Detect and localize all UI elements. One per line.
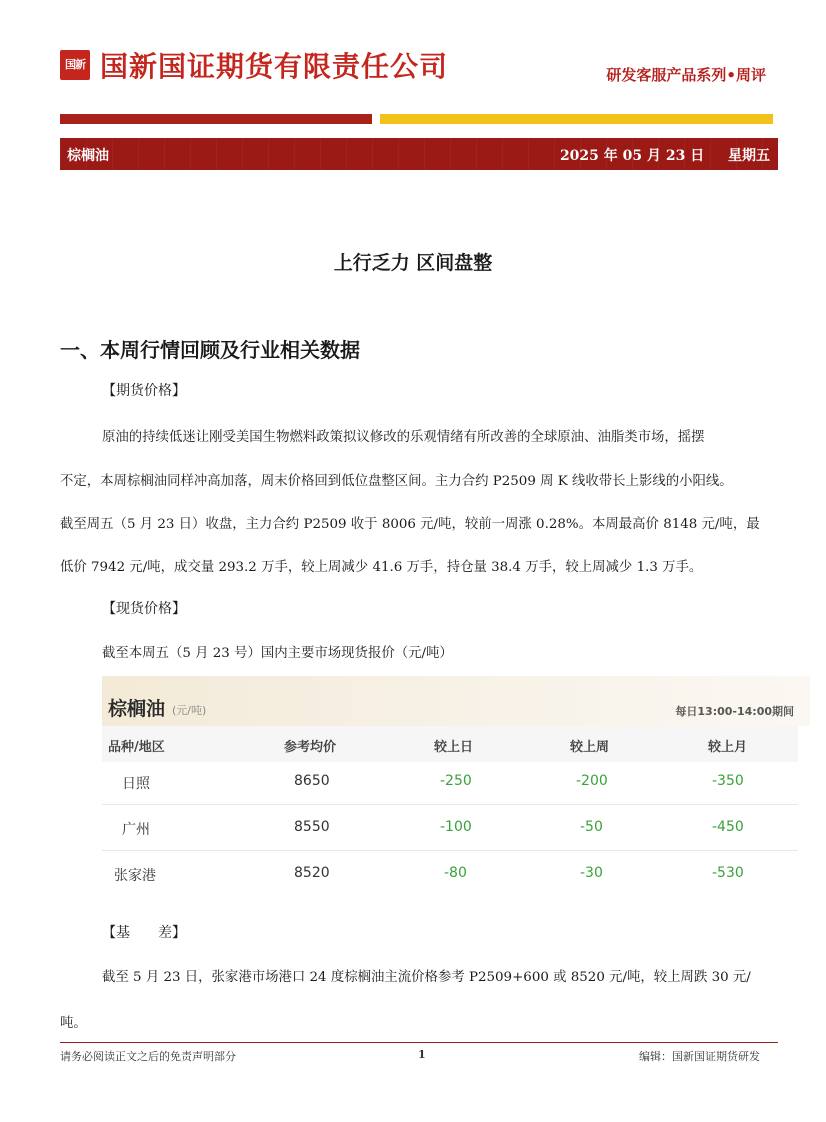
table-row <box>102 850 798 896</box>
cell-region: 张家港 <box>114 868 156 884</box>
cell-vs-month: -530 <box>712 865 744 881</box>
table-title: 棕榈油 <box>108 698 166 720</box>
futures-line-2: 不定，本周棕榈油同样冲高加落，周末价格回到低位盘整区间。主力合约 P2509 周 K 线收带长上影线的小阳线。 <box>60 474 733 489</box>
footer-disclaimer: 请务必阅读正文之后的免责声明部分 <box>60 1050 236 1063</box>
cell-vs-day: -80 <box>444 865 467 881</box>
cell-vs-month: -450 <box>712 819 744 835</box>
col-head-region: 品种/地区 <box>108 740 165 755</box>
banner-date-text: 2025 年 05 月 23 日 <box>559 148 705 164</box>
basis-label: 【基 差】 <box>102 925 186 941</box>
document-title: 上行乏力 区间盘整 <box>333 252 493 274</box>
banner-weekday: 星期五 <box>728 148 770 164</box>
header-stripe-red <box>60 114 372 124</box>
spot-intro: 截至本周五（5 月 23 号）国内主要市场现货报价（元/吨） <box>102 646 453 661</box>
table-column-headers <box>102 726 798 762</box>
company-logo <box>60 50 90 80</box>
cell-vs-week: -50 <box>580 819 603 835</box>
futures-line-3: 截至周五（5 月 23 日）收盘，主力合约 P2509 收于 8006 元/吨，较前一周涨 0.28%。本周最高价 8148 元/吨，最 <box>60 517 760 532</box>
page-number: 1 <box>418 1048 426 1061</box>
cell-avg-price: 8550 <box>294 819 330 835</box>
banner-date <box>560 145 770 165</box>
footer-rule <box>60 1042 778 1043</box>
banner-commodity: 棕榈油 <box>67 148 109 164</box>
cell-vs-day: -250 <box>440 773 472 789</box>
col-head-vs-week: 较上周 <box>570 740 610 755</box>
futures-label: 【期货价格】 <box>102 383 186 399</box>
table-time-note: 每日13:00-14:00期间 <box>675 705 794 718</box>
cell-region: 日照 <box>122 776 150 792</box>
basis-line-2: 吨。 <box>60 1016 87 1031</box>
spot-label: 【现货价格】 <box>102 601 186 617</box>
table-row <box>102 804 798 851</box>
futures-line-4: 低价 7942 元/吨，成交量 293.2 万手，较上周减少 41.6 万手，持仓量 38.4 万手，较上周减少 1.3 万手。 <box>60 560 703 575</box>
company-name: 国新国证期货有限责任公司 <box>100 50 449 83</box>
section-heading: 一、本周行情回顾及行业相关数据 <box>60 338 360 362</box>
logo-text: 国新 <box>65 58 85 71</box>
header-stripe-gap <box>372 114 378 124</box>
col-head-vs-day: 较上日 <box>434 740 474 755</box>
cell-vs-day: -100 <box>440 819 472 835</box>
cell-avg-price: 8650 <box>294 773 330 789</box>
cell-vs-week: -200 <box>576 773 608 789</box>
footer-editor: 编辑：国新国证期货研发 <box>639 1050 760 1063</box>
table-row <box>102 758 798 805</box>
series-label: 研发客服产品系列•周评 <box>606 66 766 84</box>
col-head-vs-month: 较上月 <box>708 740 748 755</box>
cell-vs-month: -350 <box>712 773 744 789</box>
col-head-avg-price: 参考均价 <box>284 740 337 755</box>
cell-region: 广州 <box>122 822 150 838</box>
futures-line-1: 原油的持续低迷让刚受美国生物燃料政策拟议修改的乐观情绪有所改善的全球原油、油脂类市场，摇摆 <box>102 430 705 445</box>
header-stripe-yellow <box>380 114 773 124</box>
spot-price-table <box>102 676 810 906</box>
cell-avg-price: 8520 <box>294 865 330 881</box>
table-unit: (元/吨) <box>172 704 207 717</box>
basis-line-1: 截至 5 月 23 日，张家港市场港口 24 度棕榈油主流价格参考 P2509+600 或 8520 元/吨，较上周跌 30 元/ <box>102 970 751 985</box>
cell-vs-week: -30 <box>580 865 603 881</box>
